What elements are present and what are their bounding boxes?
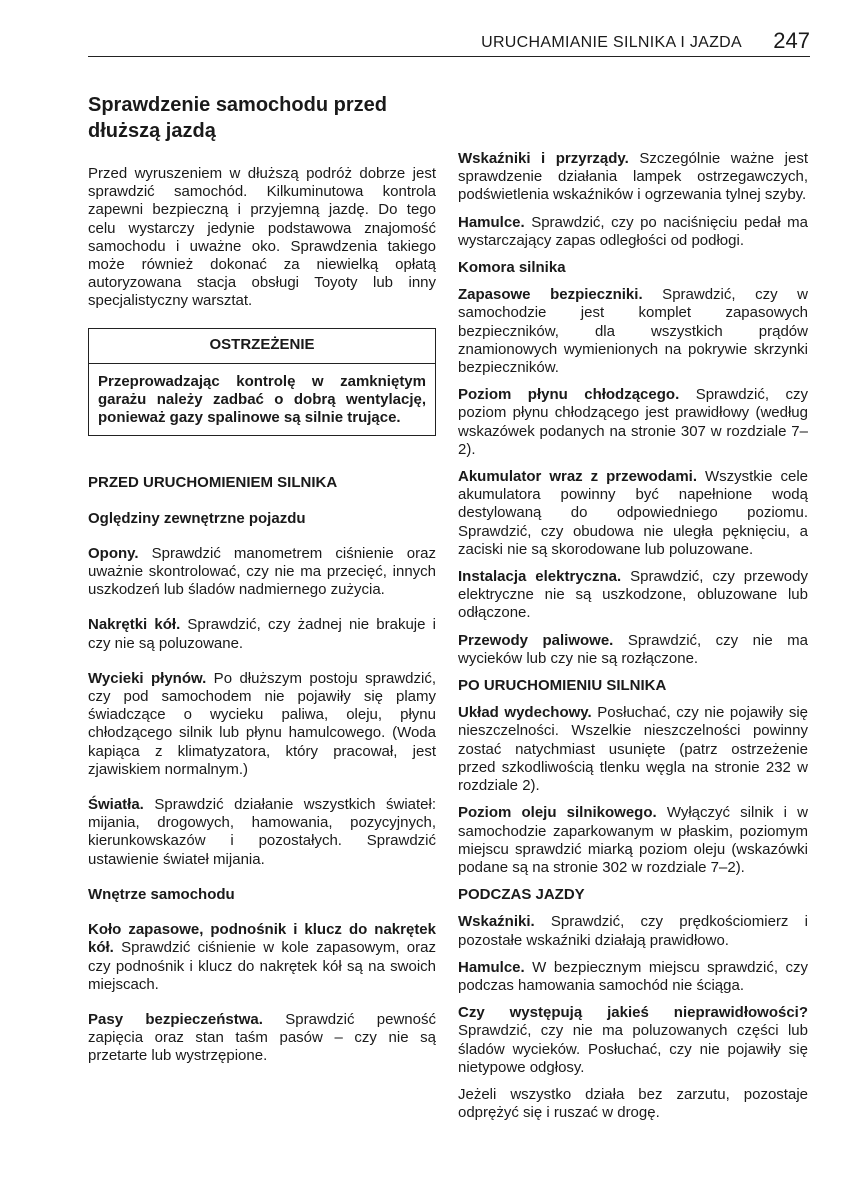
item-lead: Przewody paliwowe. [458,631,614,649]
item-text: Sprawdzić, czy w samochodzie jest komplet zapasowych bezpieczników, dla wszystkich prądów znamionowych wymienionych na pokrywie skrzynki bezpieczników. [458,286,809,377]
item-lead: Światła. [88,796,144,814]
left-column [88,92,436,1083]
page-title: Sprawdzenie samochodu przed dłuższą jazdą [88,94,387,142]
item-text: Sprawdzić, czy żadnej nie brakuje i czy nie są poluzowane. [88,616,436,652]
item-abnormalities [458,1004,808,1077]
item-lead: Nakrętki kół. [88,616,181,634]
item-text: Szczególnie ważne jest sprawdzenie działania lampek ostrzegawczych, podświetlenia wskaźników i ogrzewania tylnej szyby. [458,150,808,204]
subsection-heading-interior: Wnętrze samochodu [88,885,235,903]
closing-paragraph: Jeżeli wszystko działa bez zarzutu, pozostaje odprężyć się i ruszać w drogę. [458,1085,808,1122]
section-heading-before-start: PRZED URUCHOMIENIEM SILNIKA [88,474,338,492]
item-coolant [458,386,808,459]
item-text: Sprawdzić pewność zapięcia oraz stan taśm pasów – czy nie są przetarte lub wystrzępione. [88,1010,436,1065]
item-seat-belts [88,1011,436,1066]
item-exhaust [458,704,808,795]
section-heading-driving: PODCZAS JAZDY [458,886,585,904]
item-brakes-driving [458,959,808,995]
item-text: Wszystkie cele akumulatora powinny być napełnione wodą destylowaną do odpowiedniego poziomu. Sprawdzić, czy obudowa nie uległa pęknięciu, a zaciski nie są skorodowane lub poluzowane. [458,468,808,558]
item-fuses [458,286,808,377]
item-spare-wheel [88,921,436,994]
right-column [458,150,808,1131]
item-text: Sprawdzić, czy przewody elektryczne nie są uszkodzone, obluzowane lub odłączone. [458,568,808,622]
running-title: URUCHAMIANIE SILNIKA I JAZDA [481,34,742,51]
page-number: 247 [773,28,810,53]
item-oil-level [458,804,808,877]
item-wheel-nuts [88,616,436,652]
item-text: Wyłączyć silnik i w samochodzie zaparkowanym w płaskim, poziomym miejscu sprawdzić miarką poziom oleju (wskazówki podane są na stronie 302 w rozdziale 7–2). [458,804,808,876]
item-text: Sprawdzić, czy prędkościomierz i pozostałe wskaźniki działają prawidłowo. [458,913,808,949]
item-lead: Poziom oleju silnikowego. [458,804,657,822]
warning-box [88,328,436,437]
item-lead: Wskaźniki i przyrządy. [458,150,629,167]
item-lead: Wskaźniki. [458,913,535,931]
subsection-heading-engine-bay: Komora silnika [458,259,566,277]
item-text: Po dłuższym postoju sprawdzić, czy pod samochodem nie pojawiły się plamy świadczące o wycieku paliwa, oleju, płynu chłodzącego silnik lub płynu hamulcowego. (Woda kapiąca z klimatyzatora, który pracował, jest zjawiskiem normalnym.) [88,669,436,778]
item-fuel-lines [458,632,808,668]
item-lead: Układ wydechowy. [458,704,592,722]
item-lead: Czy występują jakieś nieprawidłowości? [458,1004,808,1022]
warning-text: Przeprowadzając kontrolę w zamkniętym garażu należy zadbać o dobrą wentylację, ponieważ gazy spalinowe są silnie trujące. [98,372,426,427]
item-text: Sprawdzić, czy poziom płynu chłodzącego jest prawidłowy (według wskazówek podanych na stronie 307 w rozdziale 7–2). [458,386,808,458]
item-lead: Poziom płynu chłodzącego. [458,386,680,404]
item-gauges [458,150,808,205]
item-text: W bezpiecznym miejscu sprawdzić, czy podczas hamowania samochód nie ściąga. [458,958,808,994]
intro-paragraph: Przed wyruszeniem w dłuższą podróż dobrze jest sprawdzić samochód. Kilkuminutowa kontrola zapewni bezpieczną i przyjemną jazdę. Do tego celu wystarczy jedynie podstawowa znajomość samochodu i uważne oko. Sprawdzenia takiego może również dokonać za niewielką opłatą autoryzowana stacja obsługi Toyoty lub inny specjalistyczny warsztat. [88,165,436,310]
item-indicators [458,913,808,949]
item-text: Posłuchać, czy nie pojawiły się nieszczelności. Wszelkie nieszczelności powinny zostać natychmiast usunięte (patrz ostrzeżenie przed szkodliwością tlenku węgla na stronie 232 w rozdziale 2). [458,704,809,795]
item-text: Sprawdzić, czy nie ma poluzowanych części lub śladów wycieków. Posłuchać, czy nie pojawiły się nietypowe odgłosy. [458,1022,808,1076]
item-text: Sprawdzić manometrem ciśnienie oraz uważnie skontrolować, czy nie ma przecięć, innych uszkodzeń lub śladów nadmiernego zużycia. [88,544,436,599]
item-tires [88,545,436,600]
item-text: Sprawdzić, czy po naciśnięciu pedał ma wystarczający zapas odległości od podłogi. [458,213,808,249]
item-leaks [88,670,436,779]
item-lead: Akumulator wraz z przewodami. [458,468,697,486]
subsection-heading-exterior: Oględziny zewnętrzne pojazdu [88,509,306,527]
warning-title: OSTRZEŻENIE [89,333,435,364]
item-lead: Wycieki płynów. [88,669,207,687]
item-lights [88,796,436,869]
item-text: Sprawdzić ciśnienie w kole zapasowym, oraz czy podnośnik i klucz do nakrętek kół są na swoich miejscach. [88,939,436,993]
item-wiring [458,568,808,623]
item-text: Sprawdzić działanie wszystkich świateł: mijania, drogowych, hamowania, pozycyjnych, kierunkowskazów i pozostałych. Sprawdzić ustawienie świateł mijania. [88,796,436,868]
item-lead: Zapasowe bezpieczniki. [458,286,643,304]
page-header [88,26,810,57]
item-text: Sprawdzić, czy nie ma wycieków lub czy nie są rozłączone. [458,631,808,667]
section-heading-after-start: PO URUCHOMIENIU SILNIKA [458,677,667,695]
item-lead: Hamulce. [458,213,525,231]
item-lead: Opony. [88,544,139,562]
item-lead: Instalacja elektryczna. [458,568,622,586]
item-lead: Pasy bezpieczeństwa. [88,1010,263,1028]
item-battery [458,468,808,559]
item-lead: Koło zapasowe, podnośnik i klucz do nakrętek kół. [88,921,436,957]
item-lead: Hamulce. [458,958,525,976]
item-brakes [458,214,808,250]
